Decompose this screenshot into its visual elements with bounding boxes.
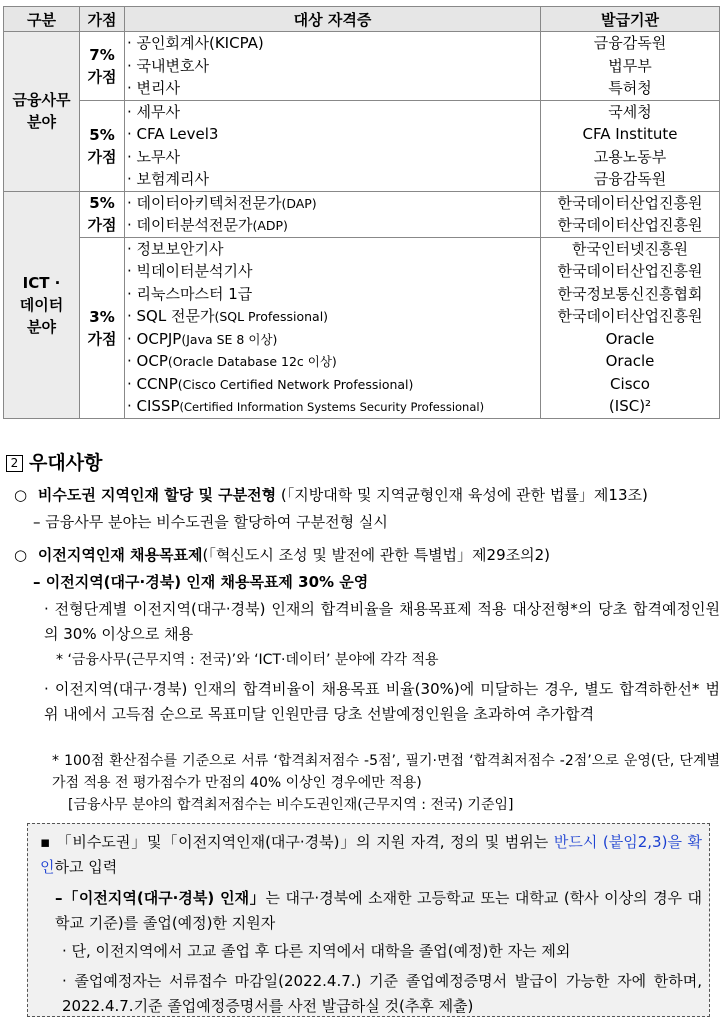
category-finance: 금융사무 분야 <box>4 32 80 192</box>
notice-box <box>27 823 710 1017</box>
certificate-table <box>3 6 720 419</box>
header-certificate: 대상 자격증 <box>125 7 541 32</box>
points-cell: 5% 가점 <box>80 191 125 237</box>
header-points: 가점 <box>80 7 125 32</box>
table-row <box>4 32 720 101</box>
points-cell: 5% 가점 <box>80 100 125 191</box>
issuer-name: Cisco <box>610 374 650 393</box>
issuer-name: Oracle <box>605 329 655 348</box>
issuer-name: 고용노동부 <box>593 147 667 166</box>
notice-graduate: · 졸업예정자는 서류접수 마감일(2022.4.7.) 기준 졸업예정증명서 발급이 가능한 자에 한하며, 2022.4.7.기준 졸업예정증명서를 사전 발급하실 것(추후 제출) <box>62 972 702 1015</box>
header-category: 구분 <box>4 7 80 32</box>
certificate-name: · 변리사 <box>127 79 181 97</box>
points-cell: 3% 가점 <box>80 237 125 418</box>
detail-note-2: * 100점 환산점수를 기준으로 서류 ‘합격최저점수 -5점’, 필기·면접 ‘합격최저점수 -2점’으로 운영(단, 단계별 가점 적용 전 평가점수가 만점의 40% 이상인 경우에만 적용) <box>52 753 720 791</box>
issuer-name: 금융감독원 <box>593 170 667 188</box>
certificate-name: · SQL 전문가(SQL Professional) <box>127 307 329 325</box>
issuer-name: 한국데이터산업진흥원 <box>557 262 703 280</box>
issuer-list <box>541 32 720 101</box>
header-issuer: 발급기관 <box>541 7 720 32</box>
issuer-name: 법무부 <box>608 56 652 75</box>
item-nonmetro-sub: – 금융사무 분야는 비수도권을 할당하여 구분전형 실시 <box>33 513 388 531</box>
detail-paragraph-1: · 전형단계별 이전지역(대구·경북) 인재의 합격비율을 채용목표제 적용 대상전형*의 당초 합격예정인원의 30% 이상으로 채용 <box>44 600 720 643</box>
detail-note-3: [금융사무 분야의 합격최저점수는 비수도권인재(근무지역 : 전국) 기준임] <box>68 797 514 813</box>
certificate-list <box>125 191 541 237</box>
certificate-name: · 데이터아키텍처전문가(DAP) <box>127 193 317 212</box>
certificate-name: · CISSP(Certified Information Systems Security Professional) <box>127 397 485 415</box>
certificate-name: · 데이터분석전문가(ADP) <box>127 216 288 234</box>
table-row <box>4 237 720 418</box>
section-title: 우대사항 <box>29 452 103 474</box>
detail-note-1: * ‘금융사무(근무지역 : 전국)’와 ‘ICT·데이터’ 분야에 각각 적용 <box>56 652 439 668</box>
issuer-name: 한국데이터산업진흥원 <box>557 216 703 234</box>
certificate-name: · 리눅스마스터 1급 <box>127 284 253 303</box>
issuer-name: 특허청 <box>608 79 652 97</box>
table-row <box>4 100 720 191</box>
section-heading <box>6 448 102 475</box>
points-cell: 7% 가점 <box>80 32 125 101</box>
issuer-list <box>541 237 720 418</box>
certificate-list <box>125 237 541 418</box>
issuer-name: 금융감독원 <box>593 34 667 52</box>
certificate-name: · CFA Level3 <box>127 125 219 143</box>
certificate-list <box>125 100 541 191</box>
issuer-name: 국세청 <box>608 102 652 121</box>
issuer-list <box>541 100 720 191</box>
issuer-name: 한국인터넷진흥원 <box>572 239 688 258</box>
item-nonmetro-quota: ○ 비수도권 지역인재 할당 및 구분전형 (「지방대학 및 지역균형인재 육성에 관한 법률」제13조) <box>14 486 648 504</box>
certificate-name: · 빅데이터분석기사 <box>127 262 253 280</box>
certificate-name: · 노무사 <box>127 147 181 166</box>
certificate-name: · 공인회계사(KICPA) <box>127 34 264 52</box>
table-row <box>4 191 720 237</box>
certificate-name: · 보험계리사 <box>127 170 209 188</box>
notice-definition: –「이전지역(대구·경북) 인재」는 대구·경북에 소재한 고등학교 또는 대학교 (학사 이상의 경우 대학교 기준)를 졸업(예정)한 지원자 <box>55 889 702 932</box>
notice-exception: · 단, 이전지역에서 고교 졸업 후 다른 지역에서 대학을 졸업(예정)한 자는 제외 <box>62 942 571 960</box>
issuer-name: CFA Institute <box>582 125 678 143</box>
certificate-name: · 국내변호사 <box>127 56 209 75</box>
issuer-name: 한국데이터산업진흥원 <box>557 193 703 212</box>
item-relocation-target: ○ 이전지역인재 채용목표제(「혁신도시 조성 및 발전에 관한 특별법」제29조의2) <box>14 546 550 564</box>
category-ict: ICT · 데이터 분야 <box>4 191 80 418</box>
issuer-name: (ISC)² <box>608 397 652 415</box>
section-number: 2 <box>6 455 23 472</box>
issuer-list <box>541 191 720 237</box>
certificate-name: · OCPJP(Java SE 8 이상) <box>127 329 278 348</box>
notice-highlight: 반드시 (붙임2,3)을 확인 <box>40 833 703 876</box>
issuer-name: 한국정보통신진흥협회 <box>557 284 703 303</box>
item-relocation-sub: – 이전지역(대구·경북) 인재 채용목표제 30% 운영 <box>33 573 369 591</box>
certificate-name: · CCNP(Cisco Certified Network Professional) <box>127 374 414 393</box>
notice-main: ▪ 「비수도권」및「이전지역인재(대구·경북)」의 지원 자격, 정의 및 범위는 반드시 (붙임2,3)을 확인하고 입력 <box>40 833 703 876</box>
certificate-name: · 세무사 <box>127 102 181 121</box>
table-header-row <box>4 7 720 32</box>
certificate-name: · 정보보안기사 <box>127 239 224 258</box>
certificate-list <box>125 32 541 101</box>
issuer-name: Oracle <box>605 352 655 370</box>
certificate-name: · OCP(Oracle Database 12c 이상) <box>127 352 337 370</box>
detail-paragraph-2: · 이전지역(대구·경북) 인재의 합격비율이 채용목표 비율(30%)에 미달하는 경우, 별도 합격하한선* 범위 내에서 고득점 순으로 목표미달 인원만큼 당초 선발예정인원을 초과하여 추가합격 <box>44 680 720 723</box>
issuer-name: 한국데이터산업진흥원 <box>557 307 703 325</box>
